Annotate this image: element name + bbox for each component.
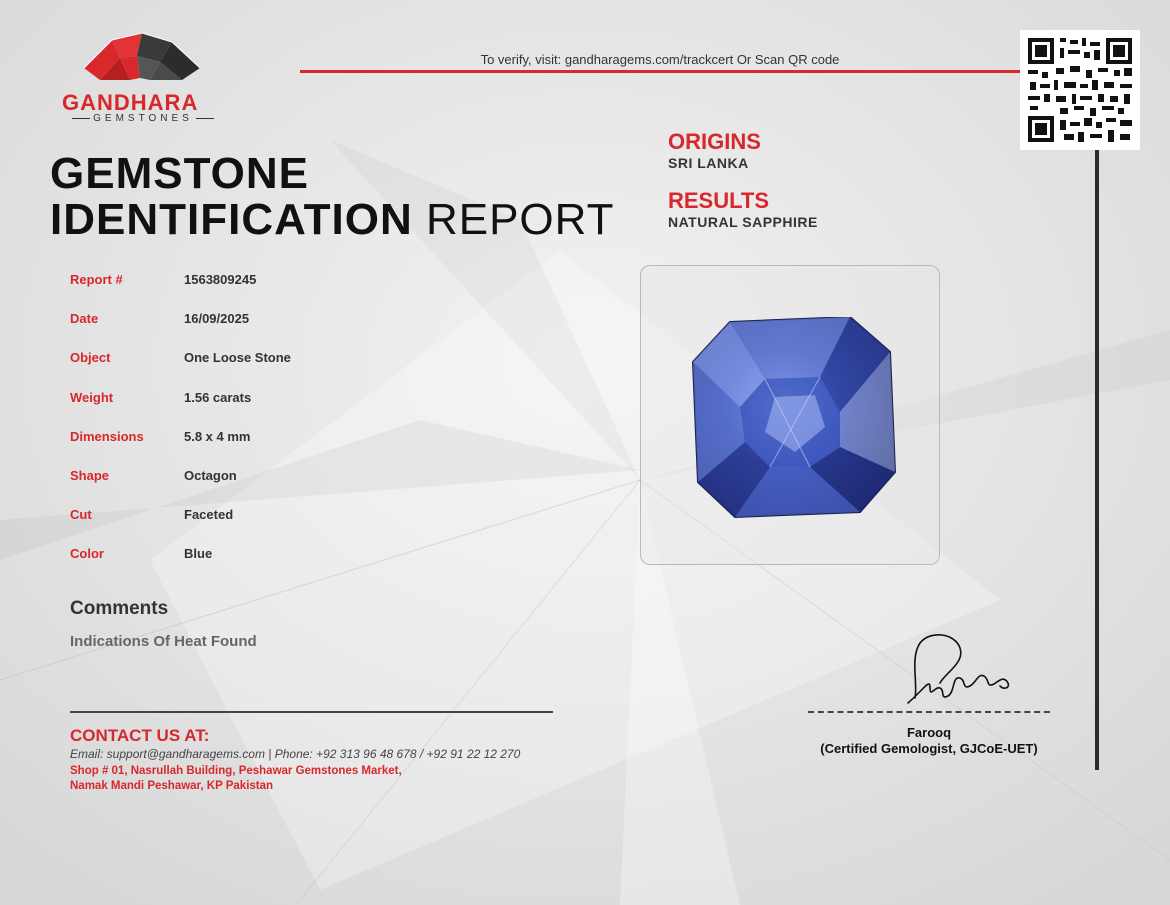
comments-heading: Comments: [70, 598, 169, 619]
detail-label: Report #: [70, 272, 123, 287]
detail-label: Date: [70, 311, 99, 326]
detail-label: Cut: [70, 507, 92, 522]
detail-row-report: [70, 272, 370, 292]
results-label: RESULTS: [668, 188, 770, 213]
report-title-line1: GEMSTONE: [50, 149, 310, 198]
detail-label: Color: [70, 546, 104, 561]
detail-row-date: [70, 311, 370, 331]
detail-value: Blue: [184, 546, 213, 561]
origins-value: SRI LANKA: [668, 155, 749, 171]
detail-row-weight: [70, 390, 370, 410]
contact-address-line1: Shop # 01, Nasrullah Building, Peshawar Gemstones Market,: [70, 765, 402, 777]
detail-value: 1.56 carats: [184, 390, 252, 405]
contact-email-phone: Email: support@gandharagems.com | Phone: +92 313 96 48 678 / +92 91 22 12 270: [70, 747, 521, 761]
report-title-line2: [50, 196, 615, 244]
detail-value: 5.8 x 4 mm: [184, 429, 251, 444]
origins-label: ORIGINS: [668, 129, 761, 154]
detail-row-shape: [70, 468, 370, 488]
contact-heading: CONTACT US AT:: [70, 726, 210, 745]
signature-line: [808, 711, 1050, 713]
signatory-name: Farooq: [906, 725, 952, 740]
results-value: NATURAL SAPPHIRE: [668, 214, 818, 230]
detail-value: Faceted: [184, 507, 234, 522]
contact-address-line2: Namak Mandi Peshawar, KP Pakistan: [70, 780, 274, 792]
detail-value: 1563809245: [184, 272, 257, 287]
report-title-bold: IDENTIFICATION: [50, 195, 413, 244]
header-divider: [300, 70, 1022, 73]
brand-name: GANDHARA: [62, 90, 199, 115]
detail-label: Dimensions: [70, 429, 144, 444]
verify-text: To verify, visit: gandharagems.com/trackcert Or Scan QR code: [480, 52, 840, 67]
detail-label: Weight: [70, 390, 114, 405]
detail-label: Object: [70, 350, 111, 365]
signature-image: [900, 628, 1015, 708]
qr-code-icon[interactable]: [1020, 30, 1140, 150]
detail-value: 16/09/2025: [184, 311, 250, 326]
detail-row-color: [70, 546, 370, 566]
comments-text: Indications Of Heat Found: [70, 633, 257, 650]
signatory-title: (Certified Gemologist, GJCoE-UET): [820, 741, 1038, 756]
report-title-rest: REPORT: [425, 195, 615, 244]
detail-label: Shape: [70, 468, 110, 483]
contact-divider: [70, 711, 553, 713]
brand-tagline: GEMSTONES: [50, 113, 236, 124]
right-vertical-bar: [1095, 150, 1099, 770]
detail-row-cut: [70, 507, 370, 527]
detail-value: Octagon: [184, 468, 237, 483]
detail-value: One Loose Stone: [184, 350, 291, 365]
sapphire-gem-icon: [690, 317, 900, 522]
detail-row-object: [70, 350, 370, 370]
detail-row-dimensions: [70, 429, 370, 449]
